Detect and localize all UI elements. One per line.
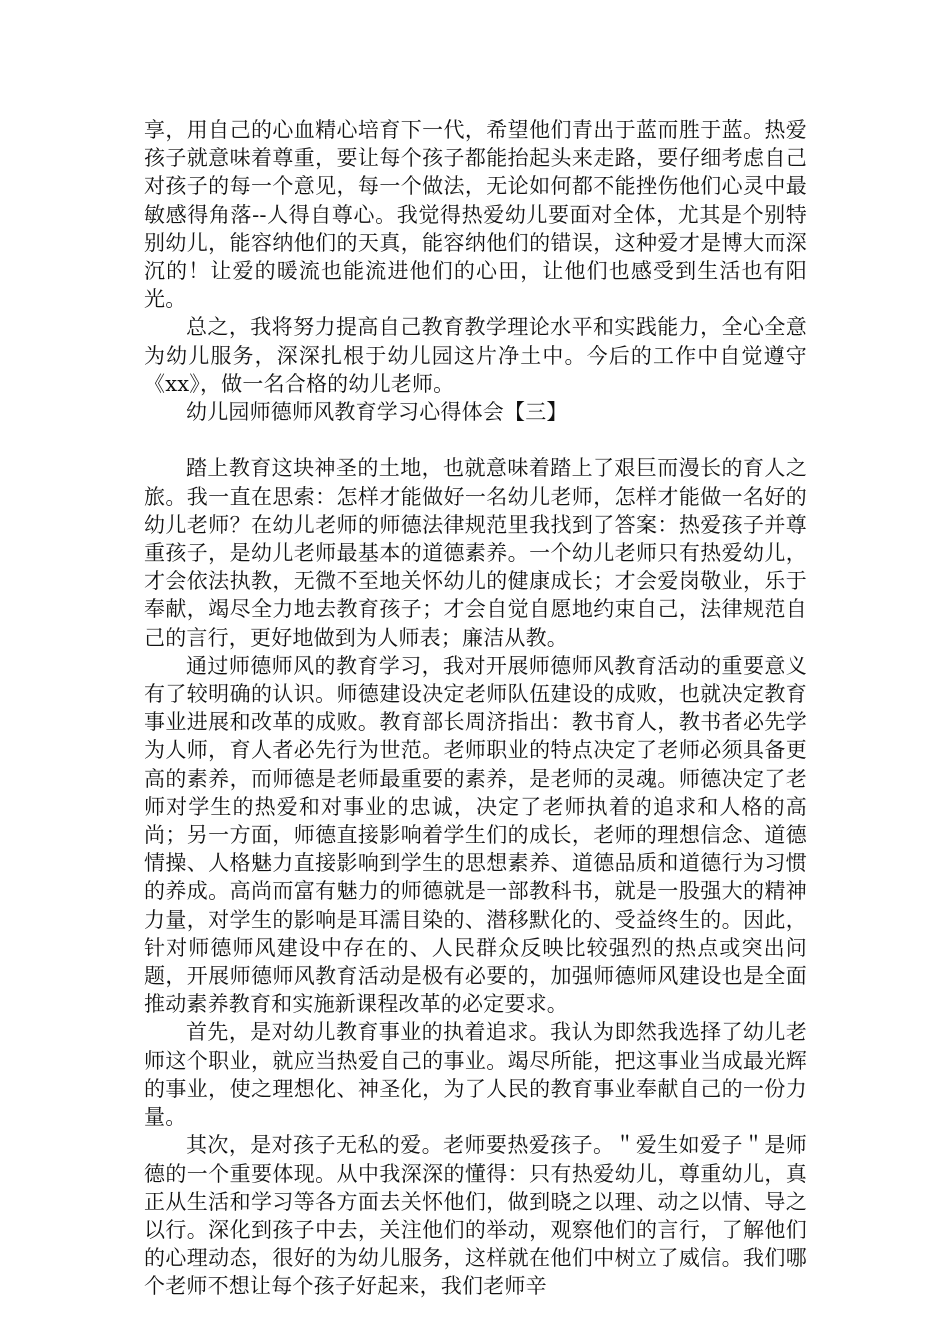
paragraph-conclusion: 总之，我将努力提高自己教育教学理论水平和实践能力，全心全意为幼儿服务，深深扎根于幼儿园这片净土中。今后的工作中自觉遵守《xx》，做一名合格的幼儿老师。 — [144, 315, 807, 396]
section-heading: 幼儿园师德师风教育学习心得体会【三】 — [186, 400, 568, 425]
paragraph-continuation: 享，用自己的心血精心培育下一代，希望他们青出于蓝而胜于蓝。热爱孩子就意味着尊重，要让每个孩子都能抬起头来走路，要仔细考虑自己对孩子的每一个意见，每一个做法，无论如何都不能挫伤他们心灵中最敏感得角落--人得自尊心。我觉得热爱幼儿要面对全体，尤其是个别特别幼儿，能容纳他们的天真，能容纳他们的错误，这种爱才是博大而深沉的！让爱的暖流也能流进他们的心田，让他们也感受到生活也有阳光。 — [144, 118, 807, 312]
document-page — [144, 116, 807, 1301]
paragraph-significance: 通过师德师风的教育学习，我对开展师德师风教育活动的重要意义有了较明确的认识。师德建设决定老师队伍建设的成败，也就决定教育事业进展和改革的成败。教育部长周济指出：教书育人，教书者必先学为人师，育人者必先行为世范。老师职业的特点决定了老师必须具备更高的素养，而师德是老师最重要的素养，是老师的灵魂。师德决定了老师对学生的热爱和对事业的忠诚，决定了老师执着的追求和人格的高尚；另一方面，师德直接影响着学生们的成长，老师的理想信念、道德情操、人格魅力直接影响到学生的思想素养、道德品质和道德行为习惯的养成。高尚而富有魅力的师德就是一部教科书，就是一股强大的精神力量，对学生的影响是耳濡目染的、潜移默化的、受益终生的。因此，针对师德师风建设中存在的、人民群众反映比较强烈的热点或突出问题，开展师德师风教育活动是极有必要的，加强师德师风建设也是全面推动素养教育和实施新课程改革的必定要求。 — [144, 653, 807, 1017]
paragraph-second-point: 其次，是对孩子无私的爱。老师要热爱孩子。＂爱生如爱子＂是师德的一个重要体现。从中我深深的懂得：只有热爱幼儿，尊重幼儿，真正从生活和学习等各方面去关怀他们，做到晓之以理、动之以情、导之以行。深化到孩子中去，关注他们的举动，观察他们的言行，了解他们的心理动态，很好的为幼儿服务，这样就在他们中树立了威信。我们哪个老师不想让每个孩子好起来，我们老师辛 — [144, 1133, 807, 1299]
blank-line — [144, 426, 807, 454]
paragraph-first-point: 首先，是对幼儿教育事业的执着追求。我认为即然我选择了幼儿老师这个职业，就应当热爱自己的事业。竭尽所能，把这事业当成最光辉的事业，使之理想化、神圣化，为了人民的教育事业奉献自己的一份力量。 — [144, 1020, 807, 1130]
paragraph-intro: 踏上教育这块神圣的土地，也就意味着踏上了艰巨而漫长的育人之旅。我一直在思索：怎样才能做好一名幼儿老师，怎样才能做一名好的幼儿老师？在幼儿老师的师德法律规范里我找到了答案：热爱孩子并尊重孩子，是幼儿老师最基本的道德素养。一个幼儿老师只有热爱幼儿，才会依法执教，无微不至地关怀幼儿的健康成长；才会爱岗敬业，乐于奉献，竭尽全力地去教育孩子；才会自觉自愿地约束自己，法律规范自己的言行，更好地做到为人师表；廉洁从教。 — [144, 456, 807, 650]
